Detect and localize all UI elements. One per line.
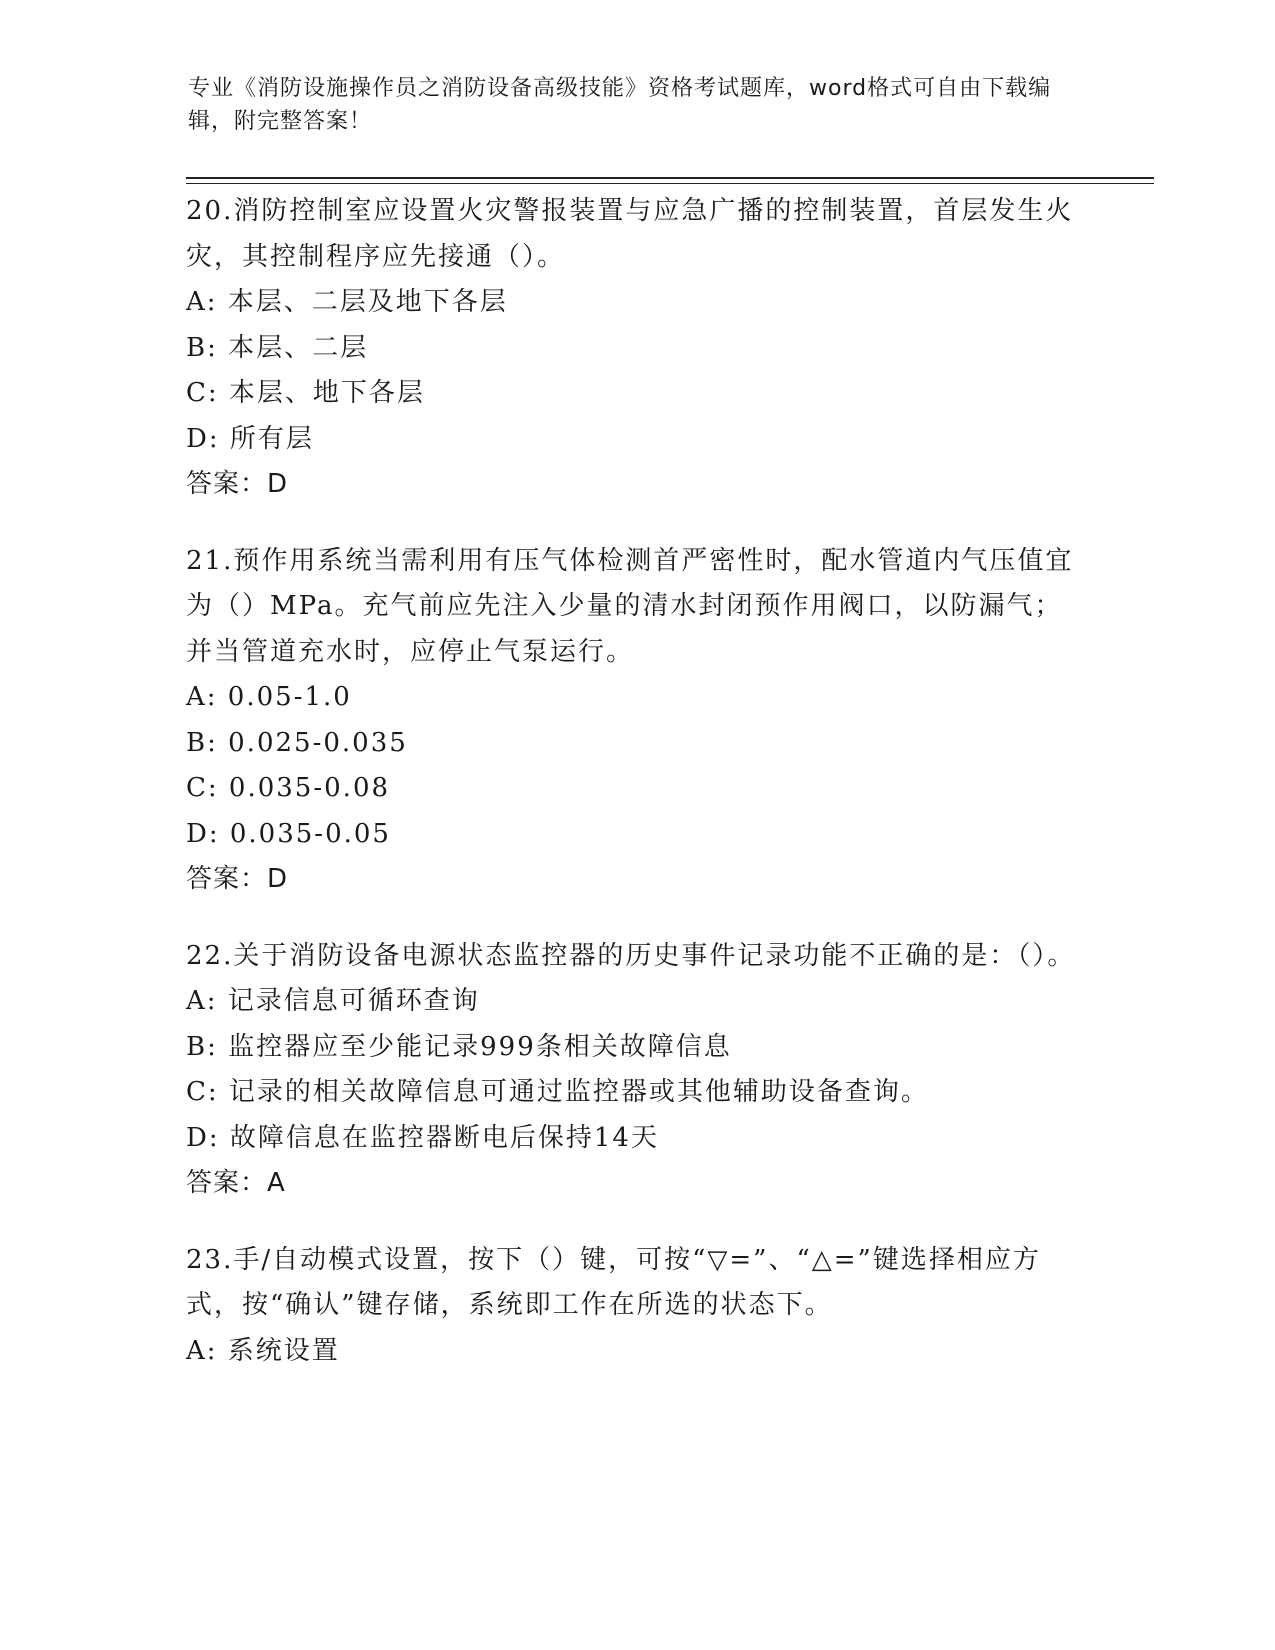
option-c: C: 记录的相关故障信息可通过监控器或其他辅助设备查询。 (186, 1077, 929, 1107)
question-stem: 21.预作用系统当需利用有压气体检测首严密性时，配水管道内气压值宜为（）MPa。充气前应先注入少量的清水封闭预作用阀口，以防漏气；并当管道充水时，应停止气泵运行。 (186, 545, 1074, 667)
document-header: 专业《消防设施操作员之消防设备高级技能》资格考试题库，word格式可自由下载编辑，附完整答案！ (188, 76, 1052, 134)
question-20 (186, 189, 1086, 508)
option-c: C: 本层、地下各层 (186, 378, 425, 408)
option-a: A: 系统设置 (186, 1335, 340, 1366)
option-d: D: 故障信息在监控器断电后保持14天 (186, 1122, 659, 1153)
option-b: B: 0.025-0.035 (186, 727, 408, 758)
question-21 (186, 539, 1086, 903)
question-22 (186, 934, 1086, 1207)
question-23 (186, 1238, 1086, 1375)
option-a: A: 本层、二层及地下各层 (186, 287, 508, 317)
question-stem: 22.关于消防设备电源状态监控器的历史事件记录功能不正确的是：（）。 (186, 940, 1076, 971)
answer-line: 答案：A (186, 1168, 286, 1198)
question-stem: 20.消防控制室应设置火灾警报装置与应急广播的控制装置，首层发生火灾，其控制程序应先接通（）。 (186, 196, 1074, 272)
option-a: A: 记录信息可循环查询 (186, 986, 480, 1016)
option-d: D: 0.035-0.05 (186, 818, 391, 849)
question-stem: 23.手/自动模式设置，按下（）键，可按“▽=”、“△=”键选择相应方式，按“确认”键存储，系统即工作在所选的状态下。 (186, 1244, 1041, 1320)
option-c: C: 0.035-0.08 (186, 773, 391, 803)
option-b: B: 本层、二层 (186, 332, 369, 363)
header-divider-thin (186, 183, 1154, 184)
option-a: A: 0.05-1.0 (186, 682, 352, 712)
option-d: D: 所有层 (186, 423, 314, 454)
answer-line: 答案：D (186, 864, 289, 894)
header-divider-thick (186, 177, 1154, 179)
question-list (186, 189, 1086, 1405)
answer-line: 答案：D (186, 469, 289, 499)
option-b: B: 监控器应至少能记录999条相关故障信息 (186, 1031, 732, 1062)
